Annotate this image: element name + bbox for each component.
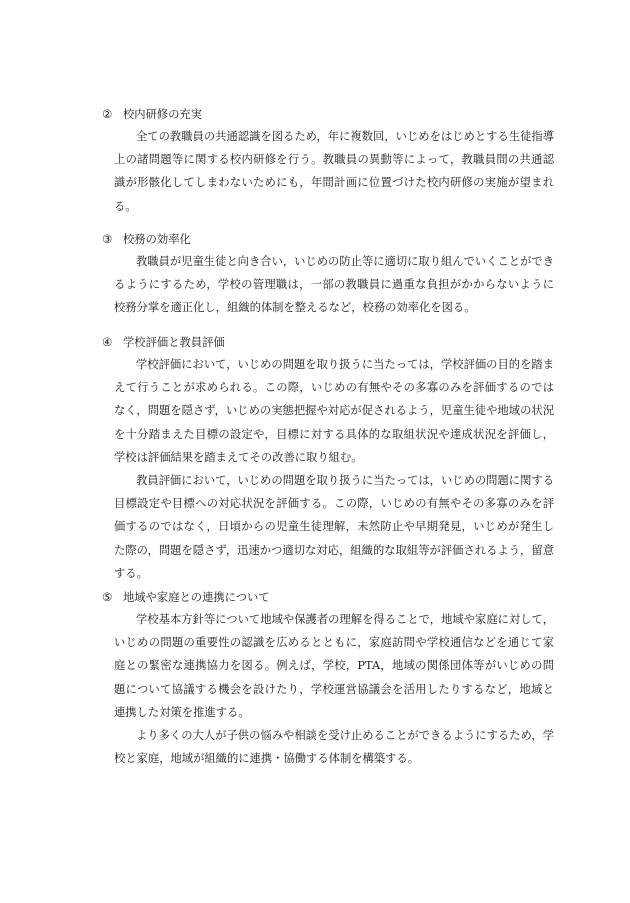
paragraph: 学校基本方針等について地域や保護者の理解を得ることで，地域や家庭に対して，いじめの問題の重要性の認識を広めるとともに，家庭訪問や学校通信などを通じて家庭との緊密な連携協力を図る。例えば，学校，PTA，地域の関係団体等がいじめの問題について協議する機会を設けたり，学校運営協議会を活用したりするなど，地域と連携した対策を推進する。 [114, 613, 554, 719]
section-title: 校務の効率化 [123, 233, 191, 246]
paragraph: 教職員が児童生徒と向き合い，いじめの防止等に適切に取り組んでいくことができるようにするため，学校の管理職は，一部の教職員に過重な負担がかからないように校務分掌を適正化し，組織的体制を整えるなど，校務の効率化を図る。 [114, 255, 554, 315]
paragraph: 全ての教職員の共通認識を図るため，年に複数回，いじめをはじめとする生徒指導上の諸問題等に関する校内研修を行う。教職員の異動等によって，教職員間の共通認識が形骸化してしまわないためにも，年間計画に位置づけた校内研修の実施が望まれる。 [114, 130, 554, 213]
section-community [102, 588, 554, 770]
section-training [102, 105, 554, 218]
section-number: ③ [102, 233, 113, 246]
section-number: ④ [102, 336, 113, 349]
paragraph: 学校評価において，いじめの問題を取り扱うに当たっては，学校評価の目的を踏まえて行うことが求められる。この際，いじめの有無やその多寡のみを評価するのではなく，問題を隠さず，いじめの実態把握や対応が促されるよう，児童生徒や地域の状況を十分踏まえた目標の設定や，目標に対する具体的な取組状況や達成状況を評価し，学校は評価結果を踏まえてその改善に取り組む。 [114, 358, 554, 464]
paragraph: 教員評価において，いじめの問題を取り扱うに当たっては，いじめの問題に関する目標設定や目標への対応状況を評価する。この際，いじめの有無やその多寡のみを評価するのではなく，日頃からの児童生徒理解，未然防止や早期発見，いじめが発生した際の，問題を隠さず，迅速かつ適切な対応，組織的な取組等が評価されるよう，留意する。 [114, 474, 554, 580]
section-heading [102, 230, 554, 250]
section-number: ② [102, 108, 113, 121]
section-title: 地域や家庭との連携について [123, 591, 270, 604]
section-heading [102, 588, 554, 608]
section-heading [102, 333, 554, 353]
section-title: 校内研修の充実 [123, 108, 203, 121]
section-heading [102, 105, 554, 125]
paragraph: より多くの大人が子供の悩みや相談を受け止めることができるようにするため，学校と家庭，地域が組織的に連携・協働する体制を構築する。 [114, 729, 554, 766]
section-efficiency [102, 230, 554, 320]
section-number: ⑤ [102, 591, 113, 604]
section-title: 学校評価と教員評価 [123, 336, 225, 349]
section-evaluation [102, 333, 554, 585]
